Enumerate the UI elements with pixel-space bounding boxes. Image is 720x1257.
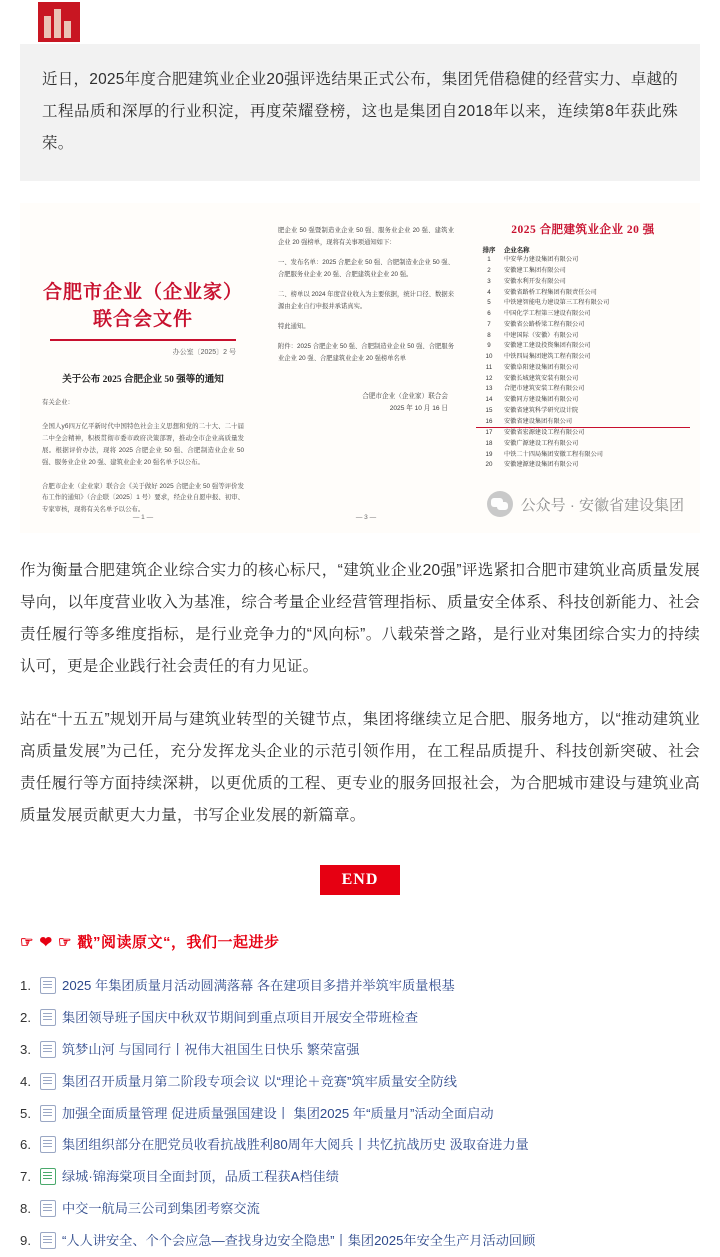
list-item-link[interactable]: 集团组织部分在肥党员收看抗战胜利80周年大阅兵丨共忆抗战历史 汲取奋进力量 <box>62 1137 529 1153</box>
table-row <box>476 384 690 395</box>
heart-icon: ❤ <box>39 933 53 951</box>
table-row <box>476 373 690 384</box>
list-item-index: 4. <box>20 1073 31 1089</box>
list-item-index: 6. <box>20 1137 31 1153</box>
table-row <box>476 428 690 439</box>
cell-company: 安徽省建筑科学研究设计院 <box>504 406 579 414</box>
table-row <box>476 450 690 461</box>
red-building-logo-icon <box>38 2 80 42</box>
table-row <box>476 352 690 363</box>
list-item[interactable] <box>20 1129 700 1161</box>
document-icon <box>40 1232 56 1249</box>
cell-rank: 17 <box>485 429 493 437</box>
document-image-top20-list[interactable] <box>466 203 700 533</box>
list-item-link[interactable]: 2025 年集团质量月活动圆满落幕 各在建项目多措并举筑牢质量根基 <box>62 978 455 994</box>
list-item-index: 7. <box>20 1169 31 1185</box>
end-badge: END <box>320 865 401 895</box>
body-paragraph-2: 站在“十五五”规划开局与建筑业转型的关键节点，集团将继续立足合肥、服务地方，以“推动建筑业高质量发展”为己任，充分发挥龙头企业的示范引领作用，在工程品质提升、科技创新突破、社会责任履行等方面持续深耕，以更优质的工程、更专业的服务回报社会，为合肥城市建设与建筑业高质量发展贡献更大力量，书写企业发展的新篇章。 <box>20 711 700 824</box>
document-images-strip[interactable] <box>20 203 700 533</box>
table-row <box>476 288 690 299</box>
end-badge-wrapper <box>0 865 720 895</box>
cell-rank: 4 <box>487 288 491 296</box>
cell-company: 中铁建智能电力建设第三工程有限公司 <box>504 299 610 307</box>
document-title-rule <box>50 339 236 341</box>
cell-rank: 16 <box>476 416 502 427</box>
list-item-index: 3. <box>20 1042 31 1058</box>
document-para-1: 肥企业 50 强暨制造业企业 50 强、服务业企业 20 强、建筑业企业 20 强榜单，现将有关事项通知如下： <box>278 227 454 247</box>
cell-company: 安徽建源建设集团有限公司 <box>504 461 579 469</box>
cell-rank: 15 <box>485 406 493 414</box>
table-row <box>476 266 690 277</box>
cell-company: 安徽水利开发有限公司 <box>504 277 566 285</box>
cell-company: 中国化学工程第三建设有限公司 <box>504 310 591 318</box>
cell-rank: 6 <box>487 310 491 318</box>
list-item[interactable] <box>20 1002 700 1034</box>
list-item-index: 2. <box>20 1010 31 1026</box>
table-header-row <box>476 243 690 255</box>
list-item[interactable] <box>20 970 700 1002</box>
list-item-index: 9. <box>20 1232 31 1248</box>
list-item-link[interactable]: 筑梦山河 与国同行丨祝伟大祖国生日快乐 繁荣富强 <box>62 1042 360 1058</box>
watermark-text: 公众号 · 安徽省建设集团 <box>520 496 684 514</box>
list-item[interactable] <box>20 1034 700 1066</box>
pointing-hand-icon: ☞ <box>58 933 72 951</box>
table-row <box>476 298 690 309</box>
document-para-4: 特此通知。 <box>278 323 310 331</box>
column-header-rank: 排序 <box>482 246 496 254</box>
document-para-3: 二、榜单以 2024 年度营业收入为主要依据，统计口径、数据来源由企业自行申报并承诺真实。 <box>278 291 454 311</box>
related-articles-list <box>20 970 700 1256</box>
cell-rank: 11 <box>485 363 493 371</box>
list-item-index: 1. <box>20 978 31 994</box>
document-icon <box>40 1073 56 1090</box>
document-body-2: 合肥市企业（企业家）联合会《关于做好 2025 合肥企业 50 强等评价发布工作的通知》（合企联〔2025〕1 号）要求，经企业自愿申报、初审、专家审核，现将有关名单予以公布。 <box>42 482 244 514</box>
table-row <box>476 416 690 427</box>
article-banner <box>0 0 720 44</box>
cell-company: 安徽同方建设集团有限公司 <box>504 396 579 404</box>
table-row <box>476 406 690 417</box>
lead-paragraph-box <box>20 44 700 181</box>
cell-company: 中铁二十四局集团安徽工程有限公司 <box>504 450 603 458</box>
watermark <box>487 491 684 517</box>
document-icon <box>40 1200 56 1217</box>
cell-rank: 9 <box>487 342 491 350</box>
table-row <box>476 460 690 471</box>
document-green-icon <box>40 1168 56 1185</box>
document-body-1: 全国人уб四万亿平新时代中国特色社会主义思想和党的二十大、二十届二中全会精神，积极贯彻市委市政府决策部署，推动全市企业高质量发展。根据评价办法，现将 2025 合肥企业 50 强、合肥制造业企业 50 强、服务业企业 20 强、建筑业企业 20 强名单予以公布。 <box>42 423 244 466</box>
cell-company: 安徽省公路桥梁工程有限公司 <box>504 320 585 328</box>
cell-company: 安徽省建设集团有限公司 <box>502 416 690 427</box>
cta-label[interactable]: 戳”阅读原文“，我们一起进步 <box>77 934 280 952</box>
cell-rank: 3 <box>487 277 491 285</box>
cell-rank: 12 <box>485 374 493 382</box>
document-doc-number: 办公室〔2025〕2 号 <box>172 349 236 357</box>
document-page-number: — 1 — <box>132 514 154 522</box>
cell-rank: 8 <box>487 331 491 339</box>
document-icon <box>40 1009 56 1026</box>
list-item-link[interactable]: 中交一航局三公司到集团考察交流 <box>62 1201 260 1216</box>
column-header-company: 企业名称 <box>504 246 530 254</box>
document-image-notice-page3[interactable] <box>266 203 466 533</box>
read-original-cta[interactable] <box>20 931 700 952</box>
table-row <box>476 341 690 352</box>
document-salutation: 有关企业： <box>42 399 74 407</box>
cell-company: 中安华力建设集团有限公司 <box>504 256 579 264</box>
document-icon <box>40 1136 56 1153</box>
list-item-link[interactable]: 集团召开质量月第二阶段专项会议 以“理论＋竞赛”筑牢质量安全防线 <box>62 1073 457 1089</box>
list-item-link[interactable]: 加强全面质量管理 促进质量强国建设丨 集团2025 年“质量月”活动全面启动 <box>62 1105 494 1121</box>
table-row <box>476 395 690 406</box>
cell-company: 安徽建工建设投资集团有限公司 <box>504 342 591 350</box>
cell-company: 安徽省宏源建设工程有限公司 <box>504 429 585 437</box>
cell-rank: 10 <box>485 353 493 361</box>
document-icon <box>40 977 56 994</box>
cell-rank: 5 <box>487 299 491 307</box>
cell-company: 安徽广源建设工程有限公司 <box>504 439 579 447</box>
document-title: 合肥市企业（企业家）联合会文件 <box>42 282 243 331</box>
document-image-notice-cover[interactable] <box>20 203 266 533</box>
document-date: 2025 年 10 月 16 日 <box>389 405 448 413</box>
document-signature: 合肥市企业（企业家）联合会 <box>362 392 448 400</box>
list-item[interactable] <box>20 1098 700 1130</box>
pointing-hand-icon: ☞ <box>20 933 34 951</box>
document-para-2: 一、发布名单：2025 合肥企业 50 强、合肥制造业企业 50 强、合肥服务业企业 20 强、合肥建筑业企业 20 强。 <box>278 259 454 279</box>
cell-company: 中建国际（安徽）有限公司 <box>504 331 579 339</box>
table-row <box>476 439 690 450</box>
list-item-index: 5. <box>20 1105 31 1121</box>
wechat-icon <box>487 491 513 517</box>
cell-company: 安徽长城建筑安装有限公司 <box>504 374 579 382</box>
list-item[interactable] <box>20 1193 700 1225</box>
document-subject: 关于公布 2025 合肥企业 50 强等的通知 <box>62 375 224 386</box>
document-para-5: 附件：2025 合肥企业 50 强、合肥制造业企业 50 强、合肥服务业企业 20 强、合肥建筑业企业 20 强榜单名单 <box>278 342 454 362</box>
list-item[interactable] <box>20 1225 700 1257</box>
table-row <box>476 255 690 266</box>
list-item-link[interactable]: 绿城·锦海棠项目全面封顶，品质工程获A档佳绩 <box>62 1169 339 1185</box>
cell-rank: 20 <box>485 461 493 469</box>
cell-rank: 13 <box>485 385 493 393</box>
list-item[interactable] <box>20 1161 700 1193</box>
cell-company: 中铁四局集团建筑工程有限公司 <box>504 353 591 361</box>
list-item-link[interactable]: “人人讲安全、个个会应急—查找身边安全隐患”丨集团2025年安全生产月活动回顾 <box>62 1232 536 1248</box>
cell-company: 安徽阜阳建设集团有限公司 <box>504 363 579 371</box>
top20-list-title: 2025 合肥建筑业企业 20 强 <box>511 224 655 237</box>
cell-rank: 2 <box>487 267 491 275</box>
document-icon <box>40 1105 56 1122</box>
cell-rank: 19 <box>485 450 493 458</box>
body-paragraph-1: 作为衡量合肥建筑企业综合实力的核心标尺，“建筑业企业20强”评选紧扣合肥市建筑业高质量发展导向，以年度营业收入为基准，综合考量企业经营管理指标、质量安全体系、科技创新能力、社会责任履行等多维度指标，是行业竞争力的“风向标”。八载荣誉之路，是行业对集团综合实力的持续认可，更是企业践行社会责任的有力见证。 <box>20 562 700 675</box>
cell-rank: 14 <box>485 396 493 404</box>
top20-table <box>476 243 690 471</box>
list-item-index: 8. <box>20 1201 31 1216</box>
table-row <box>476 330 690 341</box>
cell-rank: 18 <box>485 439 493 447</box>
list-item-link[interactable]: 集团领导班子国庆中秋双节期间到重点项目开展安全带班检查 <box>62 1010 419 1026</box>
cell-company: 合肥市建筑安装工程有限公司 <box>504 385 585 393</box>
cell-rank: 1 <box>487 256 491 264</box>
document-page-number: — 3 — <box>355 514 377 522</box>
table-row <box>476 309 690 320</box>
document-icon <box>40 1041 56 1058</box>
cell-company: 安徽省路桥工程集团有限责任公司 <box>504 288 597 296</box>
list-item[interactable] <box>20 1066 700 1098</box>
cell-rank: 7 <box>487 320 491 328</box>
table-row <box>476 277 690 288</box>
table-row <box>476 320 690 331</box>
cell-company: 安徽建工集团有限公司 <box>504 267 566 275</box>
lead-paragraph-text: 近日，2025年度合肥建筑业企业20强评选结果正式公布，集团凭借稳健的经营实力、卓越的工程品质和深厚的行业积淀，再度荣耀登榜，这也是集团自2018年以来，连续第8年获此殊荣。 <box>42 71 678 152</box>
table-row <box>476 363 690 374</box>
